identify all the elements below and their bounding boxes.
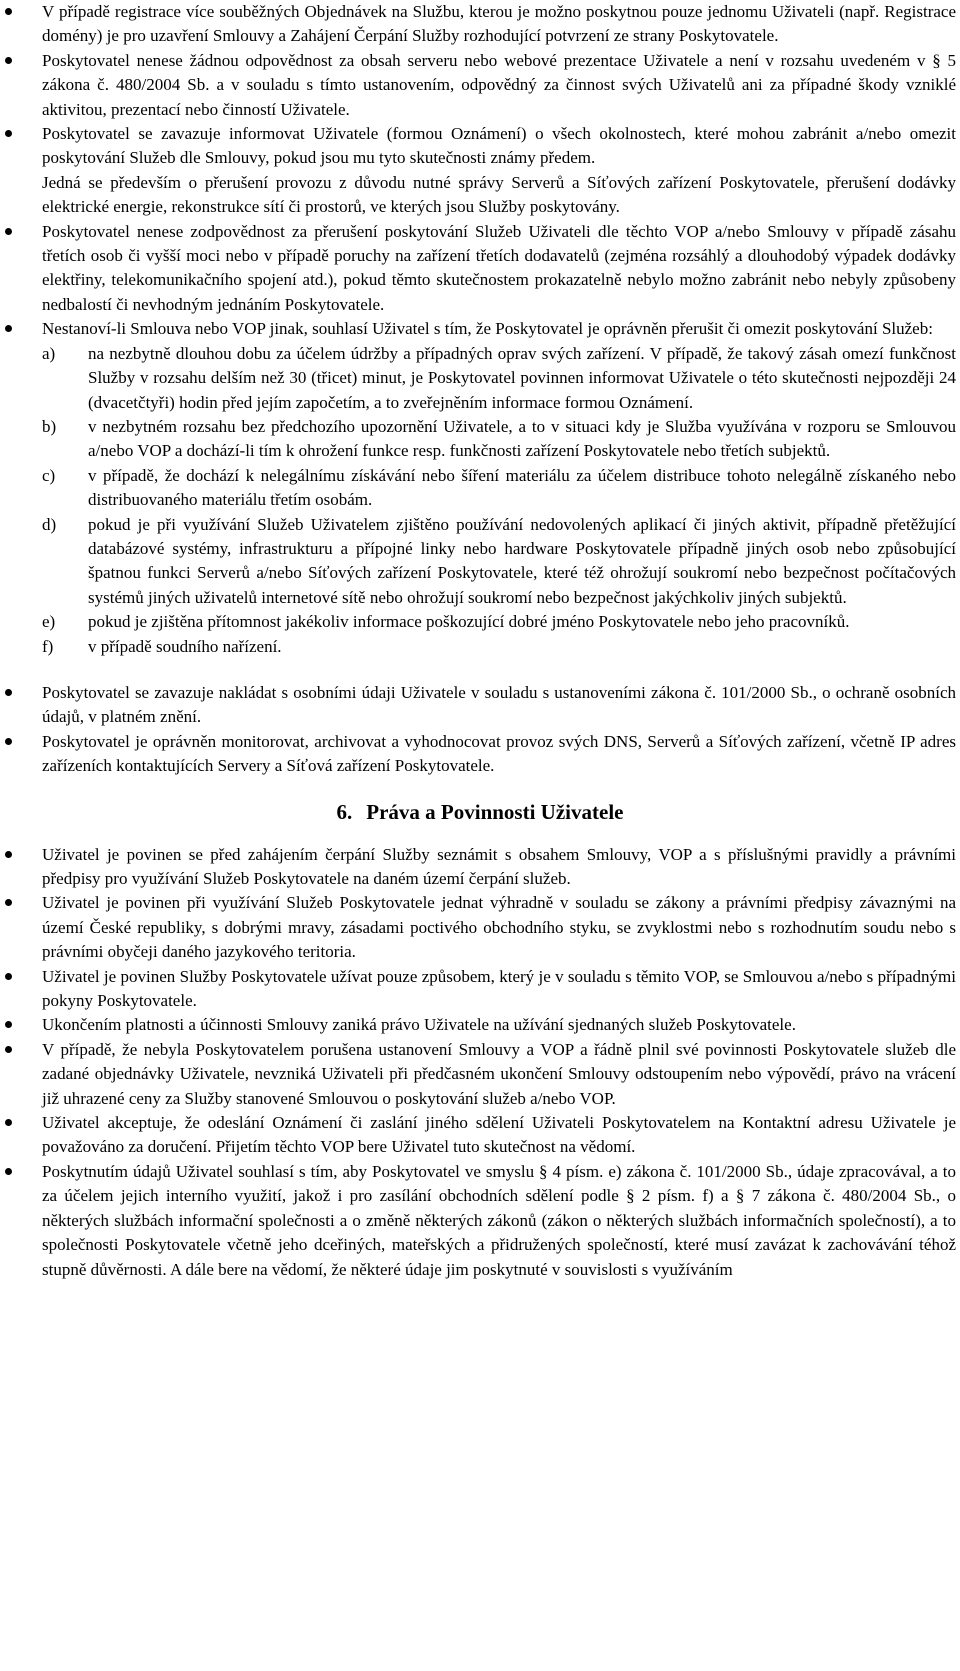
spacer — [0, 659, 960, 681]
paragraph: Poskytovatel nenese zodpovědnost za přerušení poskytování Služeb Uživateli dle těchto VOP a/nebo Smlouvy v případě zásahu třetích osob či vyšší moci nebo v případě poruchy na zařízení třetích dodavatelů (zejména rozsáhlý a dlouhodobý výpadek dodávky elektřiny, telekomunikačního spojení atd.), pokud těmto skutečnostem prokazatelně nebylo možno zabránit nebo nebyly způsobeny nedbalostí či nevhodným jednáním Poskytovatele. — [42, 221, 956, 314]
lettered-item-text: pokud je zjištěna přítomnost jakékoliv informace poškozující dobré jméno Poskytovatele nebo jeho pracovníků. — [88, 612, 850, 632]
paragraph: Uživatel akceptuje, že odeslání Oznámení či zaslání jiného sdělení Uživateli Poskytovatelem na Kontaktní adresu Uživatele je považováno za doručení. Přijetím těchto VOP bere Uživatel tuto skutečnost na vědomí. — [42, 1113, 956, 1157]
paragraph: V případě registrace více souběžných Objednávek na Službu, kterou je možno poskytnou pouze jednomu Uživateli (např. Registrace domény) je pro uzavření Smlouvy a Zahájení Čerpání Služby rozhodující potvrzení ze strany Poskytovatele. — [42, 2, 956, 46]
list-marker: e) — [42, 612, 56, 632]
bullet-list-obligations — [0, 0, 960, 659]
lettered-item-a — [42, 342, 956, 415]
list-item — [0, 122, 960, 220]
paragraph: Poskytnutím údajů Uživatel souhlasí s tím, aby Poskytovatel ve smyslu § 4 písm. e) zákona č. 101/2000 Sb., údaje zpracovával, a to za účelem jejich interního využití, jakož i pro zasílání obchodních sdělení podle § 2 písm. f) a § 7 zákona č. 480/2004 Sb., o některých službách informační společnosti a o změně některých zákonů (zákon o některých službách informačních společností), a to společnosti Poskytovatele včetně jeho dceřiných, mateřských a přidružených společností, které musí zavázat k zachovávání téhož stupně důvěrnosti. A dále bere na vědomí, že některé údaje jim poskytnuté v souvislosti s využíváním — [42, 1161, 956, 1279]
list-marker: c) — [42, 465, 56, 485]
lettered-item-text: v případě, že dochází k nelegálnímu získávání nebo šíření materiálu za účelem distribuce tohoto nelegálně získaného nebo distribuovaného materiálu třetím osobám. — [88, 465, 956, 510]
bullet-list-user-duties — [0, 843, 960, 1282]
lettered-item-text: pokud je při využívání Služeb Uživatelem zjištěno používání nedovolených aplikací či jiných aktivit, případně přetěžující databázové systémy, infrastrukturu a přípojné linky nebo hardware Poskytovatele případně jiných osob nebo způsobující špatnou funkci Serverů a/nebo Síťových zařízení Poskytovatele, které též ohrožují soukromí nebo bezpečnost počítačových systémů jiných uživatelů internetové sítě nebo ohrožují soukromí nebo bezpečnost jakýchkoliv jiných subjektů. — [88, 514, 956, 607]
list-item — [0, 730, 960, 779]
lettered-list — [42, 342, 956, 659]
lettered-item-f — [42, 635, 956, 659]
lettered-item-text: na nezbytně dlouhou dobu za účelem údržby a případných oprav svých zařízení. V případě, že takový zásah omezí funkčnost Služby v rozsahu delším než 30 (třicet) minut, je Poskytovatel povinnen informovat Uživatele o této skutečnosti nejpozději 24 (dvacetčtyři) hodin před jejím započetím, a to zveřejněním informace formou Oznámení. — [88, 343, 956, 412]
list-item — [0, 220, 960, 318]
section-title: Práva a Povinnosti Uživatele — [366, 799, 624, 824]
list-item — [0, 891, 960, 964]
paragraph: Poskytovatel se zavazuje nakládat s osobními údaji Uživatele v souladu s ustanoveními zákona č. 101/2000 Sb., o ochraně osobních údajů, v platném znění. — [42, 682, 956, 727]
list-item — [0, 0, 960, 49]
list-item — [0, 965, 960, 1014]
paragraph: Uživatel je povinen při využívání Služeb Poskytovatele jednat výhradně v souladu se zákony a právními předpisy závaznými na území České republiky, s dobrými mravy, zásadami poctivého obchodního styku, se zvyklostmi nebo s rozhodnutím soudu nebo s právními obyčeji daného jazykového teritoria. — [42, 893, 956, 962]
paragraph: V případě, že nebyla Poskytovatelem porušena ustanovení Smlouvy a VOP a řádně plnil své povinnosti Poskytovatele služeb dle zadané objednávky Uživatele, nevzniká Uživateli při předčasném ukončení Smlouvy odstoupením nebo výpovědí, právo na vrácení již uhrazené ceny za Služby stanovené Smlouvou o poskytování služeb a/nebo VOP. — [42, 1039, 956, 1108]
list-item — [0, 1160, 960, 1282]
list-marker: b) — [42, 416, 57, 436]
lettered-item-b — [42, 415, 956, 464]
list-item — [0, 1038, 960, 1111]
list-item — [0, 1111, 960, 1160]
paragraph: Poskytovatel se zavazuje informovat Uživatele (formou Oznámení) o všech okolnostech, které mohou zabránit a/nebo omezit poskytování Služeb dle Smlouvy, pokud jsou mu tyto skutečnosti známy předem. — [42, 124, 956, 168]
paragraph: Uživatel je povinen se před zahájením čerpání Služby seznámit s obsahem Smlouvy, VOP a s příslušnými pravidly a právními předpisy pro využívání Služeb Poskytovatele na daném území čerpání služeb. — [42, 844, 956, 888]
lettered-item-text: v nezbytném rozsahu bez předchozího upozornění Uživatele, a to v situaci kdy je Služba využívána v rozporu se Smlouvou a/nebo VOP a dochází-li tím k ohrožení funkce resp. funkčnosti zařízení Poskytovatele nebo třetích subjektů. — [88, 416, 956, 461]
list-item — [0, 681, 960, 730]
paragraph: Uživatel je povinen Služby Poskytovatele užívat pouze způsobem, který je v souladu s těmito VOP, se Smlouvou a/nebo s případnými pokyny Poskytovatele. — [42, 966, 956, 1011]
paragraph: Nestanoví-li Smlouva nebo VOP jinak, souhlasí Uživatel s tím, že Poskytovatel je oprávněn přerušit či omezit poskytování Služeb: — [42, 319, 933, 339]
section-heading — [0, 779, 960, 843]
list-item — [0, 49, 960, 122]
section-number: 6. — [336, 799, 353, 824]
list-item — [0, 317, 960, 659]
list-marker: d) — [42, 514, 57, 534]
list-item — [0, 1013, 960, 1037]
paragraph: Poskytovatel je oprávněn monitorovat, archivovat a vyhodnocovat provoz svých DNS, Serverů a Síťových zařízení, včetně IP adres zařízeních kontaktujících Servery a Síťová zařízení Poskytovatele. — [42, 731, 956, 776]
list-marker: f) — [42, 636, 54, 656]
lettered-item-text: v případě soudního nařízení. — [88, 636, 282, 656]
paragraph: Poskytovatel nenese žádnou odpovědnost za obsah serveru nebo webové prezentace Uživatele a není v rozsahu uvedeném v § 5 zákona č. 480/2004 Sb. a v souladu s tímto ustanovením, odpovědný za činnost svých Uživatelů ani za případné škody vzniklé aktivitou, prezentací nebo činností Uživatele. — [42, 50, 956, 119]
lettered-item-d — [42, 513, 956, 611]
bullet-list-data-processing — [0, 681, 960, 779]
list-marker: a) — [42, 343, 56, 363]
paragraph: Jedná se především o přerušení provozu z důvodu nutné správy Serverů a Síťových zařízení Poskytovatele, přerušení dodávky elektrické energie, rekonstrukce sítí či prostorů, ve kterých jsou Služby poskytovány. — [42, 172, 956, 217]
lettered-item-e — [42, 610, 956, 634]
paragraph: Ukončením platnosti a účinnosti Smlouvy zaniká právo Uživatele na užívání sjednaných služeb Poskytovatele. — [42, 1015, 796, 1035]
list-item — [0, 843, 960, 892]
lettered-item-c — [42, 464, 956, 513]
